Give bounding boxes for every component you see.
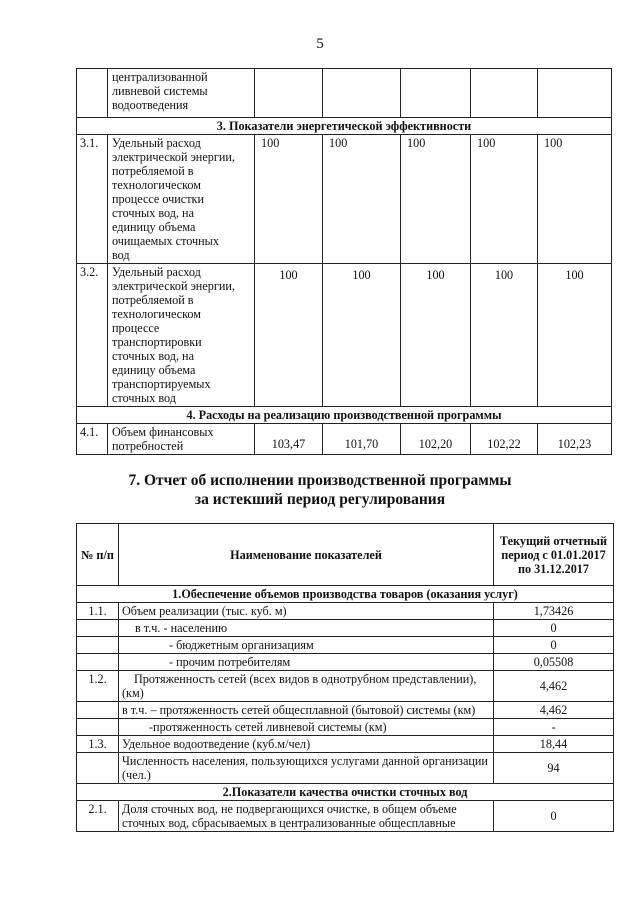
value-cell: 102,20 — [401, 424, 471, 455]
section-row — [77, 586, 614, 603]
row-number: 1.2. — [77, 671, 119, 702]
row-name: Объем реализации (тыс. куб. м) — [119, 603, 494, 620]
row-value: 18,44 — [494, 736, 614, 753]
energy-efficiency-table — [76, 68, 612, 455]
value-cell: 100 — [538, 135, 612, 264]
table-row — [77, 801, 614, 832]
column-header-number: № п/п — [77, 524, 119, 586]
section-2-title: 2.Показатели качества очистки сточных вод — [77, 784, 614, 801]
table-row — [77, 719, 614, 736]
row-number: 4.1. — [77, 424, 108, 455]
value-cell: 102,23 — [538, 424, 612, 455]
section-row — [77, 784, 614, 801]
table-row — [77, 654, 614, 671]
table-row — [77, 135, 612, 264]
row-description: Удельный расход электрической энергии, потребляемой в технологическом процессе очистки сточных вод, на единицу объема очищаемых сточных вод — [108, 135, 255, 264]
section-heading-line-2: за истекший период регулирования — [194, 491, 446, 508]
table-row — [77, 736, 614, 753]
row-value: 0 — [494, 801, 614, 832]
row-value: 4,462 — [494, 671, 614, 702]
row-number — [77, 702, 119, 719]
table-row — [77, 603, 614, 620]
page-number: 5 — [316, 36, 324, 52]
row-number: 2.1. — [77, 801, 119, 832]
table-row — [77, 620, 614, 637]
row-number: 1.3. — [77, 736, 119, 753]
column-header-name: Наименование показателей — [119, 524, 494, 586]
table-row — [77, 264, 612, 407]
row-description: централизованной ливневой системы водоотведения — [108, 69, 255, 118]
value-cell: 102,22 — [471, 424, 538, 455]
value-cell: 100 — [323, 264, 401, 407]
row-number — [77, 654, 119, 671]
row-value: 4,462 — [494, 702, 614, 719]
row-name: Удельное водоотведение (куб.м/чел) — [119, 736, 494, 753]
table-row — [77, 753, 614, 784]
row-number: 1.1. — [77, 603, 119, 620]
row-name: Численность населения, пользующихся услугами данной организации (чел.) — [119, 753, 494, 784]
row-name: - бюджетным организациям — [119, 637, 494, 654]
section-3-title: 3. Показатели энергетической эффективности — [77, 118, 612, 135]
row-number — [77, 637, 119, 654]
row-number — [77, 753, 119, 784]
row-value: 0,05508 — [494, 654, 614, 671]
table-row — [77, 637, 614, 654]
row-name: в т.ч. - населению — [119, 620, 494, 637]
table-row — [77, 702, 614, 719]
row-name: -протяженность сетей ливневой системы (км) — [119, 719, 494, 736]
value-cell: 100 — [401, 264, 471, 407]
value-cell: 100 — [471, 135, 538, 264]
row-description: Удельный расход электрической энергии, потребляемой в технологическом процессе транспортировки сточных вод, на единицу объема транспортируемых сточных вод — [108, 264, 255, 407]
row-number: 3.1. — [77, 135, 108, 264]
table-row — [77, 671, 614, 702]
value-cell: 100 — [401, 135, 471, 264]
value-cell: 100 — [255, 135, 323, 264]
program-report-table — [76, 523, 614, 832]
table-row — [77, 69, 612, 118]
value-cell: 100 — [538, 264, 612, 407]
table-row — [77, 424, 612, 455]
section-1-title: 1.Обеспечение объемов производства товаров (оказания услуг) — [77, 586, 614, 603]
row-name: Протяженность сетей (всех видов в однотрубном представлении), (км) — [119, 671, 494, 702]
header-row — [77, 524, 614, 586]
value-cell: 103,47 — [255, 424, 323, 455]
row-value: 1,73426 — [494, 603, 614, 620]
row-value: 0 — [494, 620, 614, 637]
row-number — [77, 719, 119, 736]
section-heading-line-1: 7. Отчет об исполнении производственной программы — [128, 472, 512, 489]
value-cell: 100 — [471, 264, 538, 407]
row-value: 94 — [494, 753, 614, 784]
column-header-period: Текущий отчетный период с 01.01.2017 по 31.12.2017 — [494, 524, 614, 586]
row-name: - прочим потребителям — [119, 654, 494, 671]
section-row — [77, 118, 612, 135]
row-value: 0 — [494, 637, 614, 654]
row-number: 3.2. — [77, 264, 108, 407]
row-number — [77, 620, 119, 637]
row-description: Объем финансовых потребностей — [108, 424, 255, 455]
section-4-title: 4. Расходы на реализацию производственной программы — [77, 407, 612, 424]
section-row — [77, 407, 612, 424]
row-name: в т.ч. – протяженность сетей общесплавной (бытовой) системы (км) — [119, 702, 494, 719]
row-name: Доля сточных вод, не подвергающихся очистке, в общем объеме сточных вод, сбрасываемых в централизованные общесплавные — [119, 801, 494, 832]
value-cell: 101,70 — [323, 424, 401, 455]
value-cell: 100 — [255, 264, 323, 407]
row-value: - — [494, 719, 614, 736]
value-cell: 100 — [323, 135, 401, 264]
